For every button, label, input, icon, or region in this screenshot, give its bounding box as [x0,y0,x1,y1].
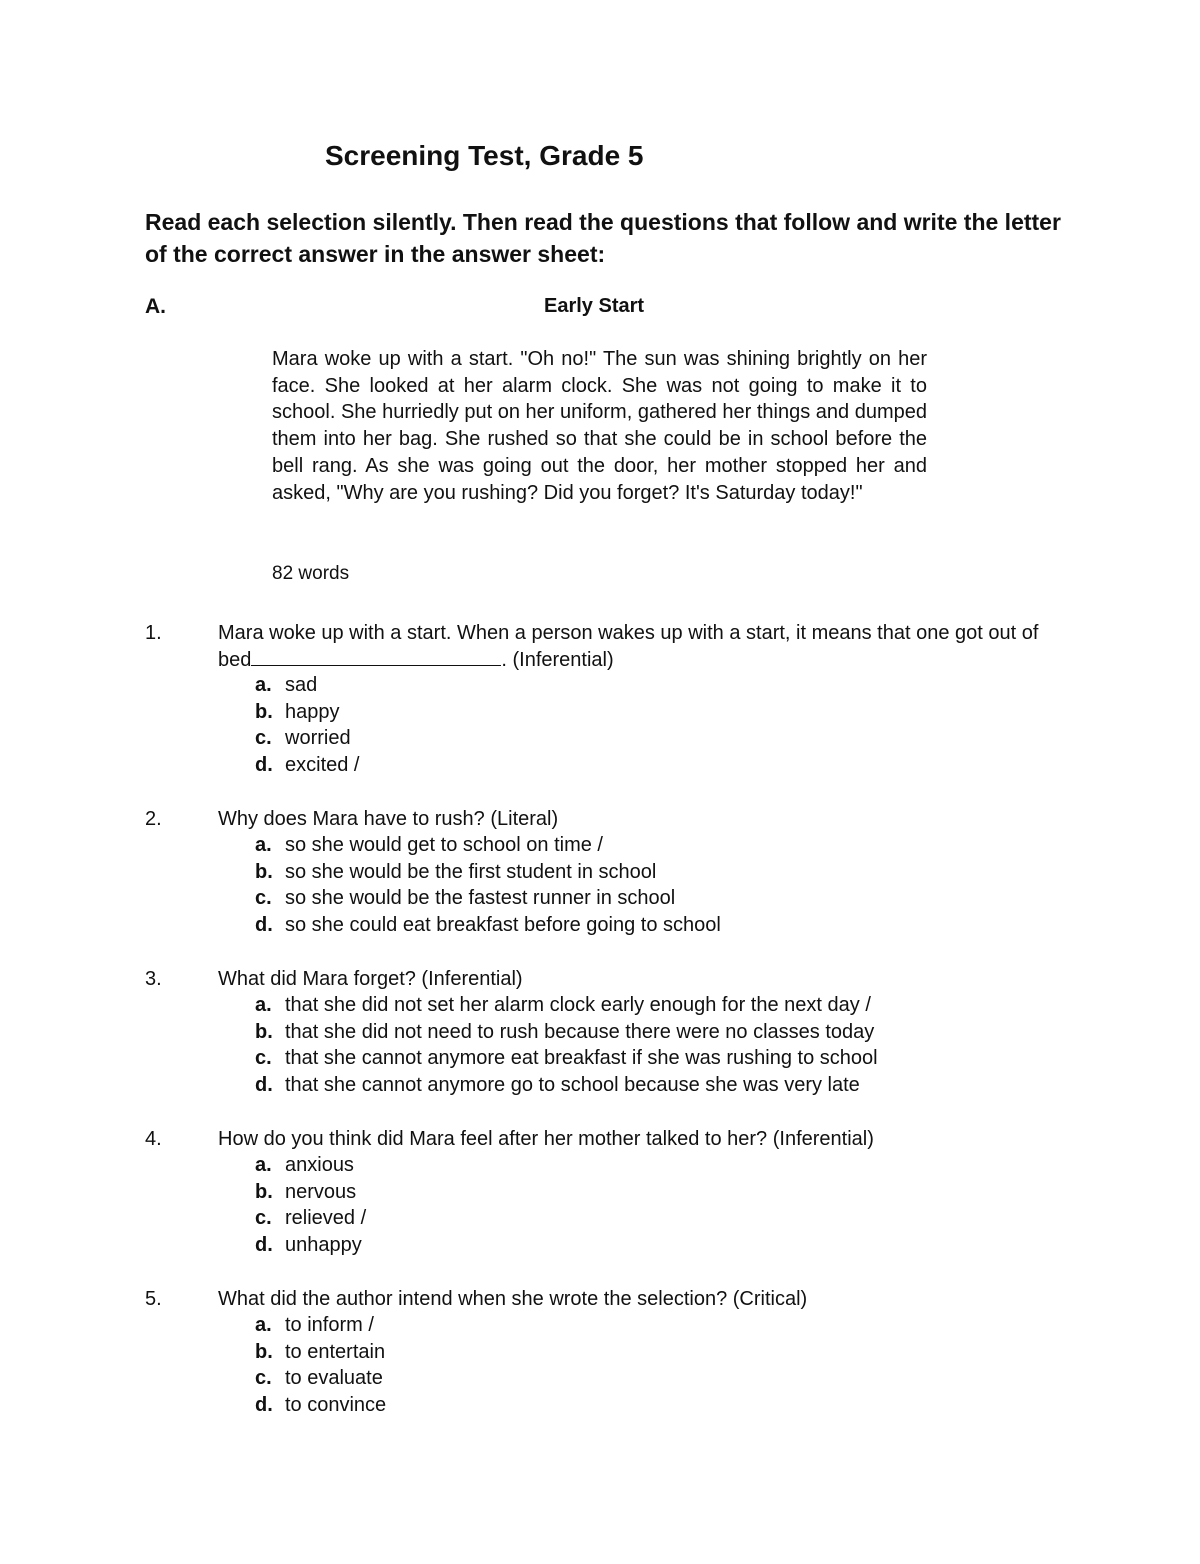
option-c [255,725,1055,752]
option-d [255,1232,1055,1259]
option-b [255,1179,1055,1206]
option-letter: d. [255,913,273,936]
reading-passage: Mara woke up with a start. "Oh no!" The sun was shining brightly on her face. She looked at her alarm clock. She was not going to make it to school. She hurriedly put on her uniform, gathered her things and dumped them into her bag. She rushed so that she could be in school before the bell rang. As she was going out the door, her mother stopped her and asked, "Why are you rushing? Did you forget? It's Saturday today!" [272,348,927,504]
option-letter: c. [255,1047,272,1070]
option-letter: a. [255,674,272,696]
option-a [255,1152,1055,1179]
option-d [255,752,1055,779]
answer-blank [251,647,501,666]
option-b [255,1339,1055,1366]
option-list [255,1152,1055,1258]
question-text-end: . (Inferential) [501,648,614,671]
option-letter: d. [255,753,273,776]
option-list [255,992,1055,1098]
option-c [255,885,1055,912]
option-text: happy [285,700,340,723]
question-text: Why does Mara have to rush? (Literal) [218,808,559,830]
question-number: 1. [145,622,162,644]
option-a [255,992,1055,1019]
question-text: How do you think did Mara feel after her mother talked to her? (Inferential) [218,1128,874,1150]
page-title: Screening Test, Grade 5 [325,140,644,171]
option-b [255,1019,1055,1046]
option-a [255,832,1055,859]
option-letter: b. [255,1180,273,1203]
option-text: that she did not need to rush because there were no classes today [285,1020,875,1043]
option-text: excited / [285,753,360,776]
option-letter: a. [255,834,272,856]
option-text: that she cannot anymore go to school because she was very late [285,1073,860,1096]
option-c [255,1205,1055,1232]
option-letter: c. [255,1367,272,1390]
instructions: Read each selection silently. Then read the questions that follow and write the letter of the correct answer in the answer sheet: [145,209,1061,267]
option-b [255,859,1055,886]
option-text: to inform / [285,1314,374,1336]
option-letter: a. [255,994,272,1016]
selection-title: Early Start [544,295,645,317]
option-c [255,1045,1055,1072]
option-letter: b. [255,860,273,883]
option-letter: b. [255,1020,273,1043]
question-text: What did the author intend when she wrote the selection? (Critical) [218,1288,808,1310]
question-text-start: Mara woke up with a start. When a person wakes up with a start, it means that one got out of bed [218,622,1039,671]
option-letter: d. [255,1073,273,1096]
option-text: that she did not set her alarm clock early enough for the next day / [285,994,871,1016]
question-number: 3. [145,968,162,990]
option-text: so she would get to school on time / [285,834,603,856]
option-text: sad [285,674,318,696]
option-letter: d. [255,1393,273,1416]
option-text: to convince [285,1393,387,1416]
option-d [255,1392,1055,1419]
option-letter: a. [255,1154,272,1176]
option-b [255,699,1055,726]
option-list [255,832,1055,938]
option-a [255,672,1055,699]
option-text: unhappy [285,1233,362,1256]
option-letter: d. [255,1233,273,1256]
option-c [255,1365,1055,1392]
question-number: 4. [145,1128,162,1150]
section-label: A. [145,295,166,318]
option-text: relieved / [285,1207,367,1230]
option-text: anxious [285,1154,354,1176]
option-text: worried [285,727,351,750]
question-text [218,620,1048,673]
option-letter: c. [255,727,272,750]
question-text: What did Mara forget? (Inferential) [218,968,523,990]
option-text: so she would be the first student in school [285,860,657,883]
option-text: so she could eat breakfast before going to school [285,913,721,936]
option-text: so she would be the fastest runner in school [285,887,676,910]
option-text: to evaluate [285,1367,383,1390]
option-d [255,912,1055,939]
question-number: 2. [145,808,162,830]
option-text: to entertain [285,1340,386,1363]
option-d [255,1072,1055,1099]
option-letter: a. [255,1314,272,1336]
option-a [255,1312,1055,1339]
word-count: 82 words [272,563,350,584]
option-letter: c. [255,887,272,910]
question-number: 5. [145,1288,162,1310]
option-letter: c. [255,1207,272,1230]
option-text: that she cannot anymore eat breakfast if she was rushing to school [285,1047,878,1070]
option-list [255,672,1055,778]
option-letter: b. [255,700,273,723]
option-list [255,1312,1055,1418]
option-text: nervous [285,1180,357,1203]
option-letter: b. [255,1340,273,1363]
